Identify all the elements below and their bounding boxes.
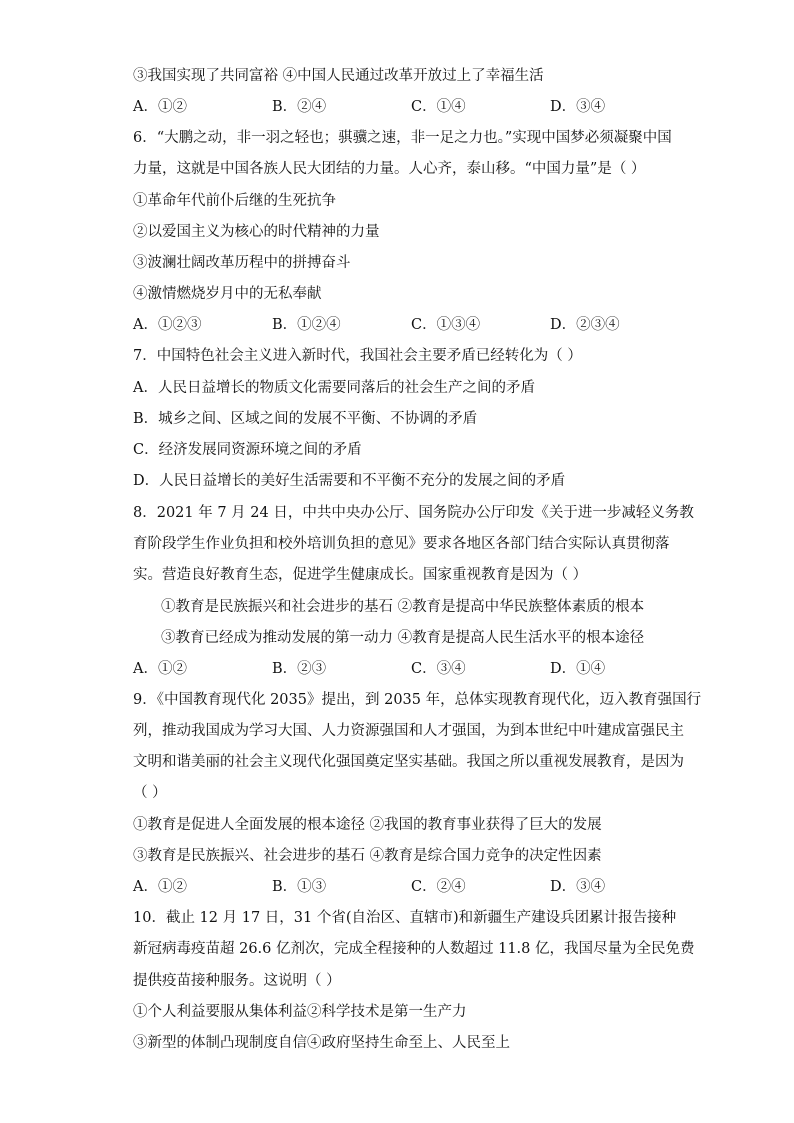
q8-statements-line: ③教育已经成为推动发展的第一动力 ④教育是提高人民生活水平的根本途径 (161, 630, 645, 646)
q6-statement: ④激情燃烧岁月中的无私奉献 (133, 286, 322, 302)
q10-stem-line: 10．截止 12 月 17 日，31 个省(自治区、直辖市)和新疆生产建设兵团累计报告接种 (133, 910, 677, 926)
q6-option-d: D．②③④ (550, 317, 620, 333)
q5-option-c: C．①④ (411, 99, 466, 115)
q5-options (133, 97, 673, 117)
q9-option-c: C．②④ (411, 879, 466, 895)
q5-option-b: B．②④ (272, 99, 327, 115)
q9-option-d: D．③④ (550, 879, 606, 895)
q7-stem: 7．中国特色社会主义进入新时代，我国社会主要矛盾已经转化为（ ） (133, 348, 582, 364)
q6-stem-line: 力量，这就是中国各族人民大团结的力量。人心齐，泰山移。“中国力量”是（ ） (133, 161, 646, 177)
q6-statement: ②以爱国主义为核心的时代精神的力量 (133, 224, 380, 240)
q8-option-b: B．②③ (272, 661, 327, 677)
q10-statements-line: ①个人利益要服从集体利益②科学技术是第一生产力 (133, 1004, 467, 1020)
q9-options (133, 877, 673, 897)
q6-options (133, 315, 673, 335)
q8-option-d: D．①④ (550, 661, 606, 677)
q8-stem-line: 8．2021 年 7 月 24 日，中共中央办公厅、国务院办公厅印发《关于进一步减轻义务教 (133, 505, 694, 521)
q9-stem-line: 文明和谐美丽的社会主义现代化强国奠定坚实基础。我国之所以重视发展教育，是因为 (133, 754, 684, 770)
q10-stem-line: 提供疫苗接种服务。这说明（ ） (133, 973, 341, 989)
q7-choice-c: C．经济发展同资源环境之间的矛盾 (133, 442, 362, 458)
q8-stem-line: 育阶段学生作业负担和校外培训负担的意见》要求各地区各部门结合实际认真贯彻落 (133, 536, 670, 552)
q6-option-c: C．①③④ (411, 317, 481, 333)
q9-option-b: B．①③ (272, 879, 327, 895)
q6-statement: ③波澜壮阔改革历程中的拼搏奋斗 (133, 255, 351, 271)
q9-statements-line: ①教育是促进人全面发展的根本途径 ②我国的教育事业获得了巨大的发展 (133, 817, 602, 833)
q8-option-a: A．①② (133, 661, 187, 677)
q8-option-c: C．③④ (411, 661, 466, 677)
q7-choice-b: B．城乡之间、区域之间的发展不平衡、不协调的矛盾 (133, 411, 478, 427)
q9-option-a: A．①② (133, 879, 187, 895)
q9-stem-line: 列，推动我国成为学习大国、人力资源强国和人才强国，为到本世纪中叶建成富强民主 (133, 723, 684, 739)
q6-option-b: B．①②④ (272, 317, 341, 333)
q10-stem-line: 新冠病毒疫苗超 26.6 亿剂次，完成全程接种的人数超过 11.8 亿，我国尽量为全民免费 (133, 941, 695, 957)
q6-option-a: A．①②③ (133, 317, 202, 333)
q7-choice-d: D．人民日益增长的美好生活需要和不平衡不充分的发展之间的矛盾 (133, 473, 566, 489)
q8-stem-line: 实。营造良好教育生态，促进学生健康成长。国家重视教育是因为（ ） (133, 567, 588, 583)
q6-statement: ①革命年代前仆后继的生死抗争 (133, 193, 336, 209)
q7-choice-a: A．人民日益增长的物质文化需要同落后的社会生产之间的矛盾 (133, 380, 535, 396)
q5-option-d: D．③④ (550, 99, 606, 115)
q5-option-a: A．①② (133, 99, 187, 115)
q8-options (133, 659, 673, 679)
q10-statements-line: ③新型的体制凸现制度自信④政府坚持生命至上、人民至上 (133, 1035, 510, 1051)
q5-statements-line: ③我国实现了共同富裕 ④中国人民通过改革开放过上了幸福生活 (133, 68, 544, 84)
q8-statements-line: ①教育是民族振兴和社会进步的基石 ②教育是提高中华民族整体素质的根本 (161, 599, 645, 615)
q9-stem-line: （ ） (133, 785, 167, 801)
q9-stem-line: 9．《中国教育现代化 2035》提出，到 2035 年，总体实现教育现代化，迈入教育强国行 (133, 692, 702, 708)
q6-stem-line: 6．“大鹏之动，非一羽之轻也；骐骥之速，非一足之力也。”实现中国梦必须凝聚中国 (133, 130, 672, 146)
q9-statements-line: ③教育是民族振兴、社会进步的基石 ④教育是综合国力竞争的决定性因素 (133, 848, 602, 864)
